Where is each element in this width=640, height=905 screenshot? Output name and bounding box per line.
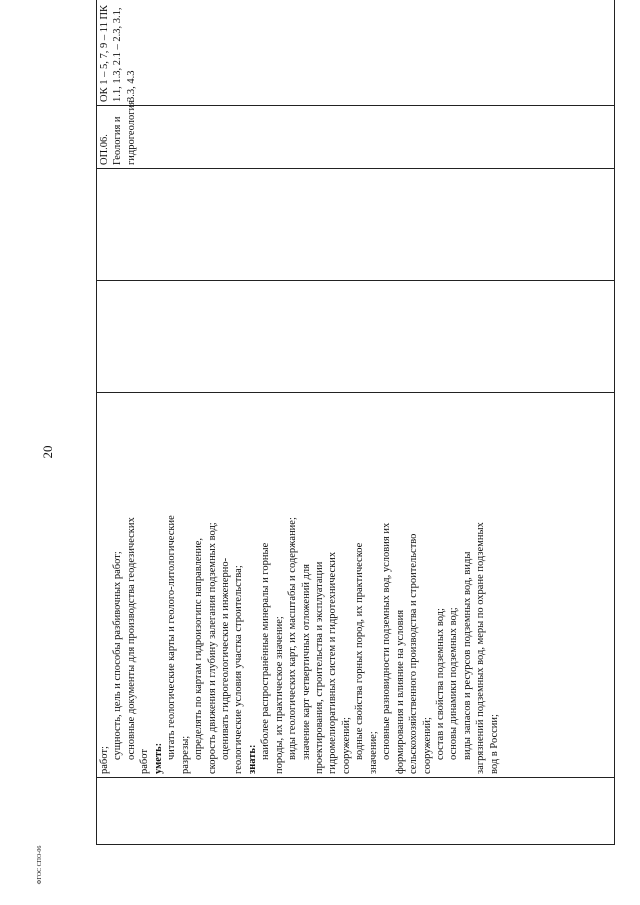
content-line: уметь: bbox=[152, 742, 164, 774]
content-line: гидромелиоративных систем и гидротехнических bbox=[327, 551, 339, 774]
content-line: геологические условия участка строительства; bbox=[233, 565, 245, 774]
content-line: сельскохозяйственного производства и строительство bbox=[408, 533, 420, 774]
content-line: вод в России; bbox=[488, 714, 500, 774]
content-line: виды геологических карт, их масштабы и содержание; bbox=[287, 517, 299, 760]
content-line: виды запасов и ресурсов подземных вод, виды bbox=[461, 551, 473, 760]
content-line: проектирования, строительства и эксплуатации bbox=[314, 561, 325, 774]
discipline-cell: ОП.06. Геология и гидрогеология bbox=[97, 106, 615, 169]
hours-cell bbox=[97, 169, 615, 281]
content-line: определять по картам гидроизогипс направление, bbox=[193, 537, 205, 760]
competencies-cell: ОК 1 – 5, 7, 9 – 11 ПК 1.1, 1.3, 2.1 – 2.3, 3.1, 3.3, 4.3 bbox=[97, 0, 615, 106]
table-row bbox=[97, 0, 615, 845]
table-container bbox=[96, 4, 615, 845]
content-line: породы, их практическое значение; bbox=[273, 616, 285, 774]
content-line: основные разновидности подземных вод, условия их bbox=[381, 522, 393, 760]
content-line: сущность, цель и способы разбивочных работ; bbox=[112, 551, 124, 760]
content-line: основные документы для производства геодезических bbox=[125, 517, 137, 760]
content-line: работ bbox=[139, 749, 151, 774]
content-line: значение карт четвертичных отложений для bbox=[300, 564, 312, 760]
content-line: загрязнений подземных вод, меры по охране подземных bbox=[475, 522, 487, 774]
content-line: сооружений; bbox=[340, 717, 352, 774]
content-line: водные свойства горных пород, их практическое bbox=[354, 542, 366, 760]
content-line: значение; bbox=[367, 731, 379, 774]
content-line: оценивать гидрогеологические и инженерно- bbox=[219, 557, 231, 760]
content-line: разрезы; bbox=[179, 735, 191, 774]
content-line: состав и свойства подземных вод; bbox=[434, 608, 446, 760]
content-line: скорость движения и глубину залегания подземных вод; bbox=[206, 522, 218, 774]
rotated-table bbox=[96, 4, 615, 845]
page-number: 20 bbox=[40, 445, 55, 459]
content-line: читать геологические карты и геолого-литологические bbox=[166, 515, 178, 760]
curriculum-table bbox=[96, 0, 615, 845]
index-cell bbox=[97, 778, 615, 845]
footer-code: ФГОС СПО-06 bbox=[37, 845, 43, 885]
content-line: знать: bbox=[246, 744, 258, 774]
content-line: формирования и влияние на условия bbox=[394, 609, 406, 774]
max-load-cell bbox=[97, 281, 615, 393]
content-lines bbox=[98, 396, 501, 774]
content-line: работ; bbox=[99, 746, 110, 774]
content-line: сооружений; bbox=[421, 717, 433, 774]
content-line: основы динамики подземных вод; bbox=[448, 607, 460, 760]
content-line: наиболее распространённые минералы и горные bbox=[260, 542, 272, 760]
content-cell bbox=[97, 393, 615, 778]
